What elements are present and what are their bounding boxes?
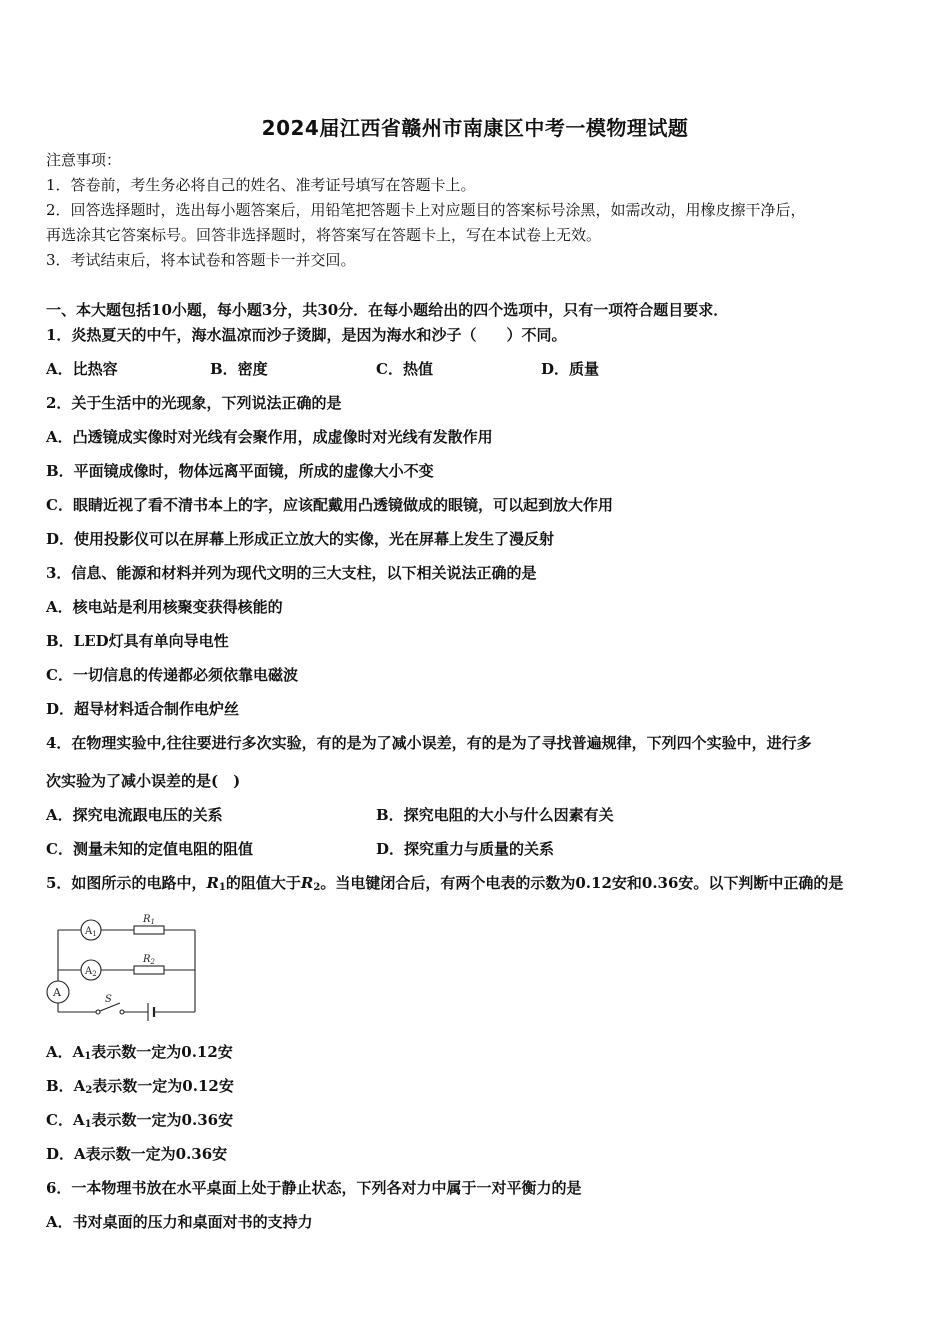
circuit-diagram xyxy=(44,906,204,1026)
q5-stem-suffix: 。当电键闭合后，有两个电表的示数为0.12安和0.36安。以下判断中正确的是 xyxy=(320,874,844,892)
q6-option-a: A．书对桌面的压力和桌面对书的支持力 xyxy=(46,1213,313,1231)
q4-option-b: B．探究电阻的大小与什么因素有关 xyxy=(376,806,614,824)
q5-option-b-sub: 2 xyxy=(85,1085,93,1096)
notice-item-2-cont: 再选涂其它答案标号。回答非选择题时，将答案写在答题卡上，写在本试卷上无效。 xyxy=(46,226,602,244)
q4-stem: 4．在物理实验中,往往要进行多次实验，有的是为了减小误差，有的是为了寻找普遍规律，下列四个实验中，进行多 xyxy=(46,734,812,752)
q2-option-c: C．眼睛近视了看不清书本上的字，应该配戴用凸透镜做成的眼镜，可以起到放大作用 xyxy=(46,496,613,514)
ammeter-a2-label: $A_2$ xyxy=(85,966,97,978)
switch-contact-right xyxy=(120,1010,124,1014)
notice-item-1: 1．答卷前，考生务必将自己的姓名、准考证号填写在答题卡上。 xyxy=(46,176,476,194)
q2-option-b: B．平面镜成像时，物体远离平面镜，所成的虚像大小不变 xyxy=(46,462,434,480)
q3-stem: 3．信息、能源和材料并列为现代文明的三大支柱，以下相关说法正确的是 xyxy=(46,564,537,582)
q5-option-b-pre: B．A xyxy=(46,1077,86,1095)
q2-option-d: D．使用投影仪可以在屏幕上形成正立放大的实像，光在屏幕上发生了漫反射 xyxy=(46,530,555,548)
resistor-r1 xyxy=(134,926,164,934)
switch-contact-left xyxy=(96,1010,100,1014)
q5-option-c xyxy=(46,1110,233,1135)
q6-stem: 6．一本物理书放在水平桌面上处于静止状态，下列各对力中属于一对平衡力的是 xyxy=(46,1179,582,1197)
notice-item-2: 2．回答选择题时，选出每小题答案后，用铅笔把答题卡上对应题目的答案标号涂黑，如需改动，用橡皮擦干净后， xyxy=(46,201,806,219)
q4-option-a: A．探究电流跟电压的关系 xyxy=(46,806,223,824)
q5-option-d: D．A表示数一定为0.36安 xyxy=(46,1145,228,1163)
q3-option-c: C．一切信息的传递都必须依靠电磁波 xyxy=(46,666,298,684)
q3-option-d: D．超导材料适合制作电炉丝 xyxy=(46,700,240,718)
q5-option-a-pre: A．A xyxy=(46,1043,85,1061)
switch-label: S xyxy=(105,994,112,1005)
q1-stem: 1．炎热夏天的中午，海水温凉而沙子烫脚，是因为海水和沙子（ ）不同。 xyxy=(46,326,567,344)
q5-stem xyxy=(46,873,843,898)
q5-option-a-sub: 1 xyxy=(84,1051,92,1062)
ammeter-a1-label: $A_1$ xyxy=(85,926,97,938)
q1-option-d: D．质量 xyxy=(541,360,600,378)
exam-title: 2024届江西省赣州市南康区中考一模物理试题 xyxy=(261,116,689,140)
q5-stem-mid: 的阻值大于 xyxy=(225,874,301,892)
q5-option-c-sub: 1 xyxy=(84,1119,92,1130)
q3-option-a: A．核电站是利用核聚变获得核能的 xyxy=(46,598,283,616)
q5-r1: R xyxy=(206,874,219,892)
q5-option-c-pre: C．A xyxy=(46,1111,85,1129)
q4-option-d: D．探究重力与质量的关系 xyxy=(376,840,555,858)
q4-stem-cont: 次实验为了减小误差的是( ) xyxy=(46,772,241,790)
resistor-r1-label: $R_1$ xyxy=(143,914,155,926)
notice-item-3: 3．考试结束后，将本试卷和答题卡一并交回。 xyxy=(46,251,356,269)
q5-option-a xyxy=(46,1042,233,1067)
q1-option-a: A．比热容 xyxy=(46,360,118,378)
q2-option-a: A．凸透镜成实像时对光线有会聚作用，成虚像时对光线有发散作用 xyxy=(46,428,493,446)
resistor-r2-label: $R_2$ xyxy=(143,954,155,966)
section-heading: 一、本大题包括10小题，每小题3分，共30分．在每小题给出的四个选项中，只有一项符合题目要求． xyxy=(46,301,729,319)
q5-r2: R xyxy=(300,874,314,892)
q5-option-a-post: 表示数一定为0.12安 xyxy=(91,1043,233,1061)
q4-option-c: C．测量未知的定值电阻的阻值 xyxy=(46,840,253,858)
q1-option-c: C．热值 xyxy=(376,360,433,378)
q5-r2-sub: 2 xyxy=(313,882,321,893)
q3-option-b: B．LED灯具有单向导电性 xyxy=(46,632,229,650)
notice-heading: 注意事项： xyxy=(46,151,122,169)
q5-option-c-post: 表示数一定为0.36安 xyxy=(91,1111,234,1129)
q5-option-b-post: 表示数一定为0.12安 xyxy=(92,1077,234,1095)
q5-r1-sub: 1 xyxy=(218,882,226,893)
ammeter-a-label: A xyxy=(53,986,61,999)
q5-stem-prefix: 5．如图所示的电路中， xyxy=(46,874,207,892)
q1-option-b: B．密度 xyxy=(210,360,268,378)
q5-option-b xyxy=(46,1076,234,1101)
resistor-r2 xyxy=(134,966,164,974)
q2-stem: 2．关于生活中的光现象，下列说法正确的是 xyxy=(46,394,342,412)
